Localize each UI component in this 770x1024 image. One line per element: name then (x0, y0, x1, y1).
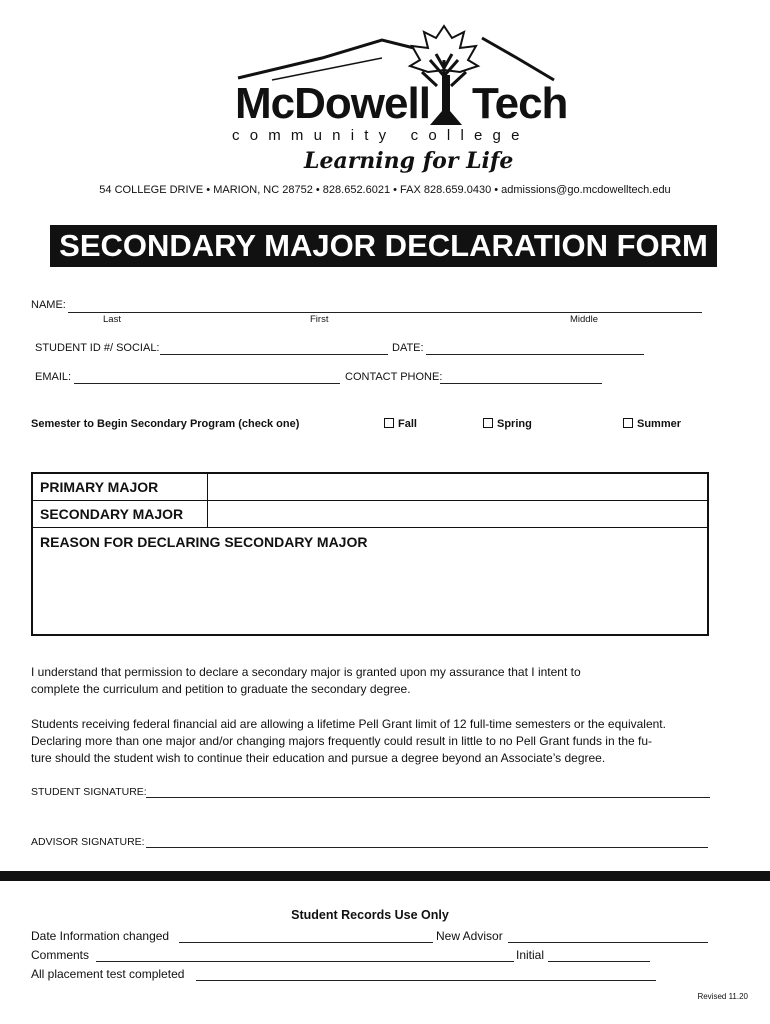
name-last-caption: Last (103, 314, 121, 325)
date-field[interactable] (426, 354, 644, 355)
college-logo (232, 20, 568, 180)
pell-grant-notice: Students receiving federal financial aid are allowing a lifetime Pell Grant limit of 12 full-time semesters or the equivalent. Declaring more than one major and/or changing majors frequently could result in little to no Pell Grant funds in the fu- ture should the student wish to continue their education and pursue a degree beyond an Associate’s degree. (31, 717, 666, 765)
logo-wordmark-left: McDowell (235, 79, 430, 128)
reason-label: REASON FOR DECLARING SECONDARY MAJOR (40, 534, 368, 550)
name-field[interactable] (68, 312, 702, 313)
date-label: DATE: (392, 342, 424, 354)
email-field[interactable] (74, 383, 340, 384)
form-title: SECONDARY MAJOR DECLARATION FORM (50, 225, 717, 267)
comments-field[interactable] (96, 961, 514, 962)
email-label: EMAIL: (35, 371, 72, 383)
student-id-label: STUDENT ID #/ SOCIAL: (35, 342, 160, 354)
name-first-caption: First (310, 314, 329, 325)
placement-field[interactable] (196, 980, 656, 981)
records-heading: Student Records Use Only (291, 908, 449, 922)
semester-option-fall[interactable]: Fall (384, 418, 417, 430)
semester-option-spring[interactable]: Spring (483, 418, 532, 430)
reason-field[interactable] (33, 556, 707, 634)
initial-label: Initial (516, 948, 545, 962)
comments-label: Comments (31, 948, 90, 962)
permission-statement: I understand that permission to declare a secondary major is granted upon my assurance that I intent to complete the curriculum and petition to graduate the secondary degree. (31, 665, 581, 696)
secondary-major-row (33, 501, 707, 528)
advisor-signature-field[interactable] (146, 847, 708, 848)
checkbox-icon[interactable] (384, 418, 394, 428)
revision-note: Revised 11.20 (697, 992, 748, 1001)
date-changed-label: Date Information changed (31, 929, 170, 943)
logo-wordmark-right: Tech (472, 79, 568, 128)
new-advisor-label: New Advisor (436, 929, 503, 943)
new-advisor-field[interactable] (508, 942, 708, 943)
primary-major-label: PRIMARY MAJOR (40, 479, 159, 495)
date-changed-field[interactable] (179, 942, 433, 943)
secondary-major-field[interactable] (208, 501, 707, 527)
student-signature-label: STUDENT SIGNATURE: (31, 786, 147, 798)
semester-label: Semester to Begin Secondary Program (check one) (31, 418, 300, 430)
secondary-major-label: SECONDARY MAJOR (40, 506, 184, 522)
advisor-signature-label: ADVISOR SIGNATURE: (31, 836, 145, 848)
logo-subline: community college (232, 127, 530, 144)
name-middle-caption: Middle (570, 314, 598, 325)
name-label: NAME: (31, 299, 66, 311)
student-signature-field[interactable] (146, 797, 710, 798)
contact-phone-field[interactable] (440, 383, 602, 384)
table-divider (207, 474, 208, 528)
checkbox-icon[interactable] (483, 418, 493, 428)
tree-trunk-icon (428, 75, 464, 127)
primary-major-row (33, 474, 707, 501)
placement-label: All placement test completed (31, 967, 185, 981)
primary-major-field[interactable] (208, 474, 707, 500)
contact-phone-label: CONTACT PHONE: (345, 371, 443, 383)
section-divider-band (0, 871, 770, 881)
checkbox-icon[interactable] (623, 418, 633, 428)
college-address: 54 COLLEGE DRIVE • MARION, NC 28752 • 828.652.6021 • FAX 828.659.0430 • admissions@go.mcdowelltech.edu (99, 184, 671, 196)
initial-field[interactable] (548, 961, 650, 962)
semester-option-summer[interactable]: Summer (623, 418, 681, 430)
majors-table (31, 472, 709, 636)
logo-tagline: Learning for Life (304, 148, 514, 174)
student-id-field[interactable] (160, 354, 388, 355)
